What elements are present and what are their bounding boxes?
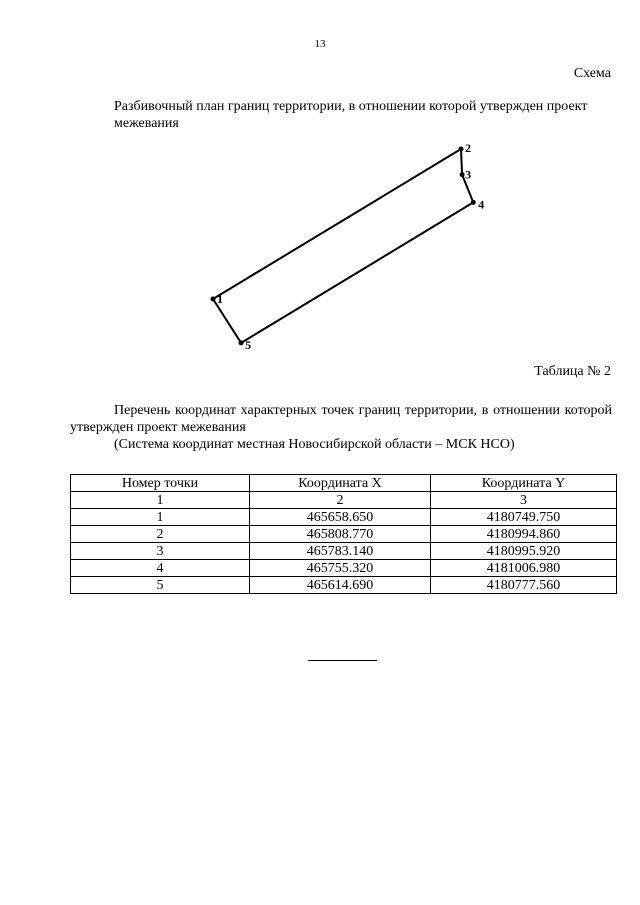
header-coordinate-x: Координата X (250, 475, 431, 492)
boundary-point-4 (471, 200, 476, 205)
boundary-point-2 (459, 147, 464, 152)
coordinate-y-cell: 4180749.750 (431, 509, 617, 526)
point-number-cell: 3 (71, 543, 250, 560)
point-number-cell: 4 (71, 560, 250, 577)
table-row (71, 509, 617, 526)
table-row (71, 526, 617, 543)
numbering-cell: 2 (250, 492, 431, 509)
coordinate-x-cell: 465783.140 (250, 543, 431, 560)
coordinate-x-cell: 465658.650 (250, 509, 431, 526)
table-row (71, 543, 617, 560)
table-header-row (71, 475, 617, 492)
coordinate-x-cell: 465808.770 (250, 526, 431, 543)
coordinate-x-cell: 465614.690 (250, 577, 431, 594)
point-number-cell: 1 (71, 509, 250, 526)
boundary-polygon (213, 149, 473, 343)
numbering-cell: 3 (431, 492, 617, 509)
boundary-point-3 (460, 172, 465, 177)
end-rule (308, 660, 377, 661)
table-row (71, 577, 617, 594)
coordinate-system-note: (Система координат местная Новосибирской области – МСК НСО) (114, 437, 515, 452)
point-number-cell: 5 (71, 577, 250, 594)
header-point-number: Номер точки (71, 475, 250, 492)
coordinate-y-cell: 4180995.920 (431, 543, 617, 560)
boundary-plan (0, 0, 640, 370)
boundary-point-label-1: 1 (217, 292, 223, 306)
scheme-title: Разбивочный план границ территории, в отношении которой утвержден проект межевания (114, 99, 588, 131)
table-label: Таблица № 2 (534, 364, 611, 379)
coordinate-y-cell: 4180994.860 (431, 526, 617, 543)
boundary-point-label-5: 5 (245, 337, 252, 352)
boundary-point-label-4: 4 (478, 197, 485, 212)
table-numbering-row (71, 492, 617, 509)
coordinates-list-title: Перечень координат характерных точек границ территории, в отношении которой утвержден проект межевания (70, 403, 612, 435)
numbering-cell: 1 (71, 492, 250, 509)
coordinate-y-cell: 4180777.560 (431, 577, 617, 594)
schema-label: Схема (573, 66, 611, 81)
coordinate-y-cell: 4181006.980 (431, 560, 617, 577)
boundary-point-label-3: 3 (465, 167, 472, 182)
table-row (71, 560, 617, 577)
header-coordinate-y: Координата Y (431, 475, 617, 492)
boundary-point-5 (239, 340, 244, 345)
page-number: 13 (314, 38, 326, 50)
coordinate-x-cell: 465755.320 (250, 560, 431, 577)
boundary-point-1 (211, 297, 216, 302)
point-number-cell: 2 (71, 526, 250, 543)
boundary-point-label-2: 2 (465, 141, 471, 155)
coordinates-table (70, 474, 617, 594)
